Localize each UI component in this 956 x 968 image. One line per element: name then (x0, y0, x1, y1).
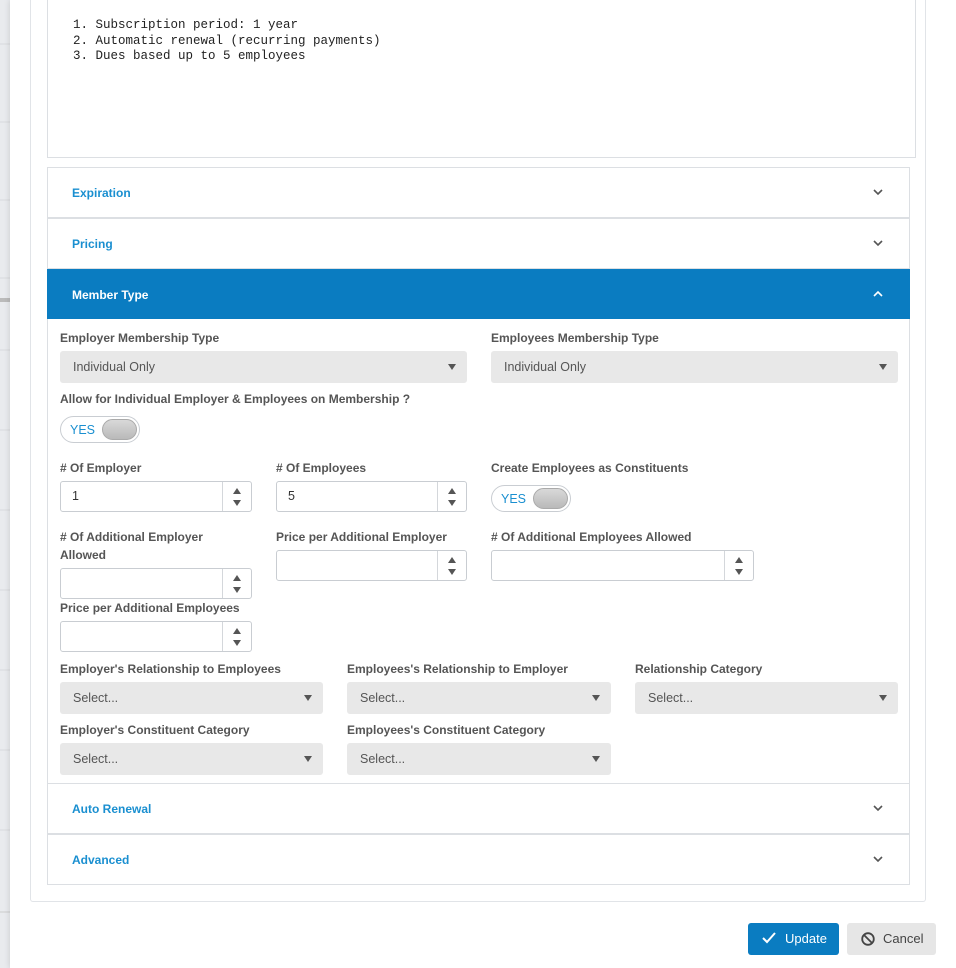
spin-down-icon[interactable] (233, 587, 241, 593)
description-line: 1. Subscription period: 1 year (73, 18, 299, 32)
select-value: Select... (648, 691, 694, 705)
label-line: Allowed (60, 548, 107, 562)
number-spinner[interactable] (222, 622, 251, 651)
spin-up-icon[interactable] (233, 575, 241, 581)
employer-constituent-category-select[interactable] (60, 743, 323, 775)
spin-up-icon[interactable] (448, 557, 456, 563)
spin-up-icon[interactable] (448, 488, 456, 494)
employer-relationship-select[interactable] (60, 682, 323, 714)
accordion-expiration[interactable] (47, 167, 910, 218)
caret-down-icon (879, 364, 887, 370)
employees-relationship-select[interactable] (347, 682, 611, 714)
price-additional-employer-label: Price per Additional Employer (276, 530, 447, 544)
spin-down-icon[interactable] (448, 500, 456, 506)
member-type-panel (47, 319, 910, 783)
employees-membership-type-label: Employees Membership Type (491, 331, 659, 345)
toggle-knob (102, 419, 137, 440)
accordion-label: Advanced (72, 853, 130, 867)
additional-employer-input[interactable] (60, 568, 252, 599)
update-button-label: Update (785, 931, 827, 946)
price-additional-employees-input[interactable] (60, 621, 252, 652)
chevron-down-icon (873, 854, 883, 864)
accordion-member-type[interactable] (47, 269, 910, 320)
accordion-advanced[interactable] (47, 834, 910, 885)
accordion-pricing[interactable] (47, 218, 910, 269)
number-spinner[interactable] (724, 551, 753, 580)
select-value: Select... (360, 691, 406, 705)
select-value: Select... (360, 752, 406, 766)
employer-membership-type-label: Employer Membership Type (60, 331, 220, 345)
accordion-label: Member Type (72, 288, 149, 302)
employer-membership-type-select[interactable] (60, 351, 467, 383)
check-icon (762, 932, 776, 944)
num-employees-input[interactable] (276, 481, 467, 512)
allow-individual-label: Allow for Individual Employer & Employees on Membership ? (60, 392, 411, 406)
toggle-knob (533, 488, 568, 509)
caret-down-icon (304, 695, 312, 701)
caret-down-icon (592, 756, 600, 762)
select-value: Select... (73, 752, 119, 766)
chevron-up-icon (873, 289, 883, 299)
caret-down-icon (448, 364, 456, 370)
number-spinner[interactable] (437, 551, 466, 580)
spin-up-icon[interactable] (233, 628, 241, 634)
label-line: # Of Additional Employer (60, 530, 203, 544)
description-line: 3. Dues based up to 5 employees (73, 49, 306, 63)
spin-down-icon[interactable] (233, 500, 241, 506)
relationship-category-label: Relationship Category (635, 662, 763, 676)
update-button[interactable] (748, 923, 839, 955)
select-value: Individual Only (504, 360, 586, 374)
employees-constituent-category-select[interactable] (347, 743, 611, 775)
additional-employer-label (60, 528, 203, 564)
description-box[interactable] (47, 0, 916, 158)
accordion-label: Pricing (72, 237, 113, 251)
allow-individual-toggle[interactable] (60, 416, 140, 443)
select-value: Select... (73, 691, 119, 705)
select-value: Individual Only (73, 360, 155, 374)
create-constituents-label: Create Employees as Constituents (491, 461, 689, 475)
chevron-down-icon (873, 803, 883, 813)
caret-down-icon (592, 695, 600, 701)
caret-down-icon (879, 695, 887, 701)
chevron-down-icon (873, 187, 883, 197)
toggle-state-label: YES (501, 492, 527, 506)
spin-down-icon[interactable] (448, 569, 456, 575)
description-text (73, 18, 381, 65)
toggle-state-label: YES (70, 423, 96, 437)
ban-icon (861, 932, 875, 946)
spin-up-icon[interactable] (735, 557, 743, 563)
spin-down-icon[interactable] (233, 640, 241, 646)
number-spinner[interactable] (222, 482, 251, 511)
accordion-label: Expiration (72, 186, 131, 200)
employer-constituent-category-label: Employer's Constituent Category (60, 723, 250, 737)
relationship-category-select[interactable] (635, 682, 898, 714)
accordion-auto-renewal[interactable] (47, 783, 910, 834)
price-additional-employees-label: Price per Additional Employees (60, 601, 240, 615)
chevron-down-icon (873, 238, 883, 248)
input-value: 1 (72, 489, 79, 503)
spin-down-icon[interactable] (735, 569, 743, 575)
employees-constituent-category-label: Employees's Constituent Category (347, 723, 546, 737)
number-spinner[interactable] (222, 569, 251, 598)
num-employees-label: # Of Employees (276, 461, 367, 475)
input-value: 5 (288, 489, 295, 503)
number-spinner[interactable] (437, 482, 466, 511)
employees-membership-type-select[interactable] (491, 351, 898, 383)
spin-up-icon[interactable] (233, 488, 241, 494)
num-employer-input[interactable] (60, 481, 252, 512)
employer-relationship-label: Employer's Relationship to Employees (60, 662, 281, 676)
employees-relationship-label: Employees's Relationship to Employer (347, 662, 568, 676)
price-additional-employer-input[interactable] (276, 550, 467, 581)
cancel-button[interactable] (847, 923, 936, 955)
cancel-button-label: Cancel (883, 931, 924, 946)
num-employer-label: # Of Employer (60, 461, 142, 475)
create-constituents-toggle[interactable] (491, 485, 571, 512)
description-line: 2. Automatic renewal (recurring payments) (73, 33, 381, 48)
caret-down-icon (304, 756, 312, 762)
additional-employees-input[interactable] (491, 550, 754, 581)
accordion-label: Auto Renewal (72, 802, 152, 816)
additional-employees-label: # Of Additional Employees Allowed (491, 530, 692, 544)
